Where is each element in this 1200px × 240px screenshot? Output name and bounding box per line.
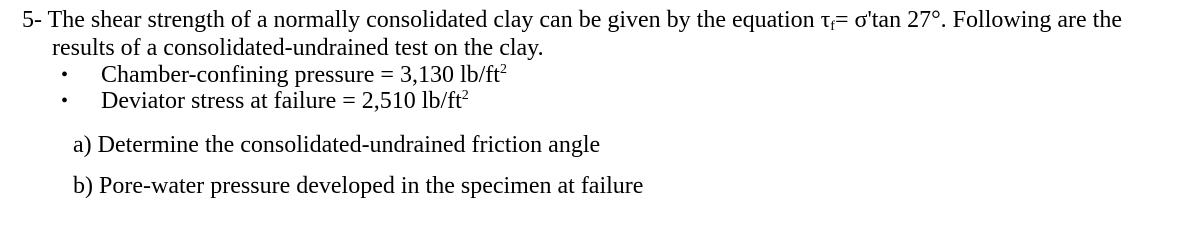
question-part-a (73, 131, 643, 159)
question-parts (73, 131, 643, 200)
problem-intro-line-2: results of a consolidated-undrained test on the clay. (52, 35, 544, 61)
bullet-text: Deviator stress at failure = 2,510 lb/ft (101, 88, 462, 114)
given-data-list (22, 62, 1192, 114)
tau-symbol: τ (820, 7, 831, 33)
intro-text-end: = σ'tan 27°. Following are the (834, 7, 1122, 33)
tau-subscript: f (830, 19, 835, 34)
bullet-icon: • (61, 90, 69, 112)
question-part-b (73, 172, 643, 200)
superscript: 2 (461, 88, 469, 103)
part-label: b) (73, 173, 93, 199)
list-item (22, 88, 1192, 114)
part-text: Pore-water pressure developed in the specimen at failure (99, 173, 644, 199)
part-label: a) (73, 132, 92, 158)
problem-intro-line-1 (22, 6, 1192, 34)
list-item (22, 62, 1192, 88)
bullet-icon: • (61, 64, 69, 86)
part-text: Determine the consolidated-undrained friction angle (97, 132, 601, 158)
superscript: 2 (499, 62, 507, 77)
bullet-text: Chamber-confining pressure = 3,130 lb/ft (101, 62, 500, 88)
intro-text-start: 5- The shear strength of a normally consolidated clay can be given by the equation (22, 7, 821, 33)
problem-statement (22, 6, 1192, 114)
